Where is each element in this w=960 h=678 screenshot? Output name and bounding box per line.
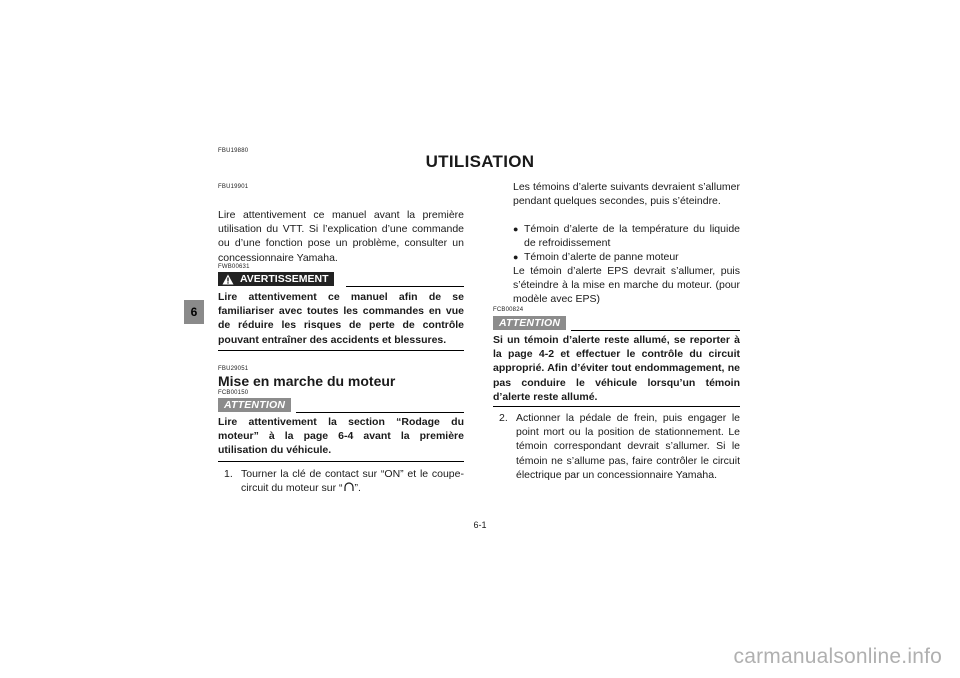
- warning-triangle-icon: [222, 274, 234, 285]
- attention1-code: FCB00150: [218, 390, 249, 396]
- step-1: [224, 467, 464, 495]
- attention2-top-rule: [571, 330, 740, 331]
- warning-lights-list: [513, 222, 740, 265]
- attention1-banner: ATTENTION: [218, 398, 291, 412]
- intro-paragraph: Lire attentivement ce manuel avant la première utilisation du VTT. Si l’explication d’une commande ou d’une fonction pose un problème, consulter un concessionnaire Yamaha.: [218, 209, 464, 264]
- attention1-text: Lire attentivement la section “Rodage du moteur” à la page 6-4 avant la première utilisation du véhicule.: [218, 416, 464, 457]
- lights-intro: Les témoins d’alerte suivants devraient s’allumer pendant quelques secondes, puis s’éteindre.: [513, 181, 740, 208]
- intro-code: FBU19901: [218, 184, 249, 190]
- step-1-text-b: ”.: [354, 482, 361, 495]
- bullet-icon: ●: [513, 224, 519, 234]
- bullet-text: Témoin d’alerte de la température du liquide de refroidissement: [524, 223, 740, 250]
- attention2-bottom-rule: [493, 406, 740, 407]
- warning-code: FWB00631: [218, 264, 250, 270]
- attention1-bottom-rule: [218, 461, 464, 462]
- attention2-text: Si un témoin d’alerte reste allumé, se reporter à la page 4-2 et effectuer le contrôle du circuit approprié. Afin d’éviter tout endommagement, ne pas conduire le véhicule lorsqu’un témoin d’alerte reste allumé.: [493, 334, 740, 403]
- watermark: carmanualsonline.info: [733, 645, 942, 668]
- bullet-icon: ●: [513, 252, 519, 263]
- attention2-code: FCB00824: [493, 307, 524, 313]
- step-2: [499, 411, 740, 482]
- section-heading: Mise en marche du moteur: [218, 373, 396, 389]
- title-code: FBU19880: [218, 148, 249, 154]
- step-2-text: Actionner la pédale de frein, puis engager le point mort ou la position de stationnement. Le témoin correspondant devrait s’allumer. Si le témoin ne s’allume pas, faire contrôler le circuit électrique par un concessionnaire Yamaha.: [516, 412, 740, 481]
- step-1-text-a: Tourner la clé de contact sur “ON” et le coupe-circuit du moteur sur “: [241, 468, 464, 495]
- list-item: [513, 222, 740, 250]
- attention2-banner: ATTENTION: [493, 316, 566, 330]
- warning-label: AVERTISSEMENT: [240, 273, 329, 285]
- list-item: [513, 250, 740, 264]
- engine-run-symbol-icon: [343, 482, 355, 492]
- page-number: 6-1: [473, 520, 487, 530]
- bullet-text: Témoin d’alerte de panne moteur: [524, 251, 679, 264]
- section-code: FBU29051: [218, 366, 249, 372]
- warning-bottom-rule: [218, 350, 464, 351]
- step-2-number: 2.: [499, 412, 508, 424]
- page-title: UTILISATION: [425, 152, 535, 171]
- warning-text: Lire attentivement ce manuel afin de se familiariser avec toutes les commandes en vue de réduire les risques de perte de contrôle pouvant entraîner des accidents et blessures.: [218, 291, 464, 346]
- warning-banner: [218, 272, 334, 286]
- warning-top-rule: [346, 286, 464, 287]
- chapter-tab: 6: [184, 300, 204, 324]
- attention1-top-rule: [296, 412, 464, 413]
- step-1-number: 1.: [224, 468, 233, 480]
- eps-paragraph: Le témoin d’alerte EPS devrait s’allumer, puis s’éteindre à la mise en marche du moteur. (pour modèle avec EPS): [513, 265, 740, 306]
- step-1-text: [241, 467, 464, 495]
